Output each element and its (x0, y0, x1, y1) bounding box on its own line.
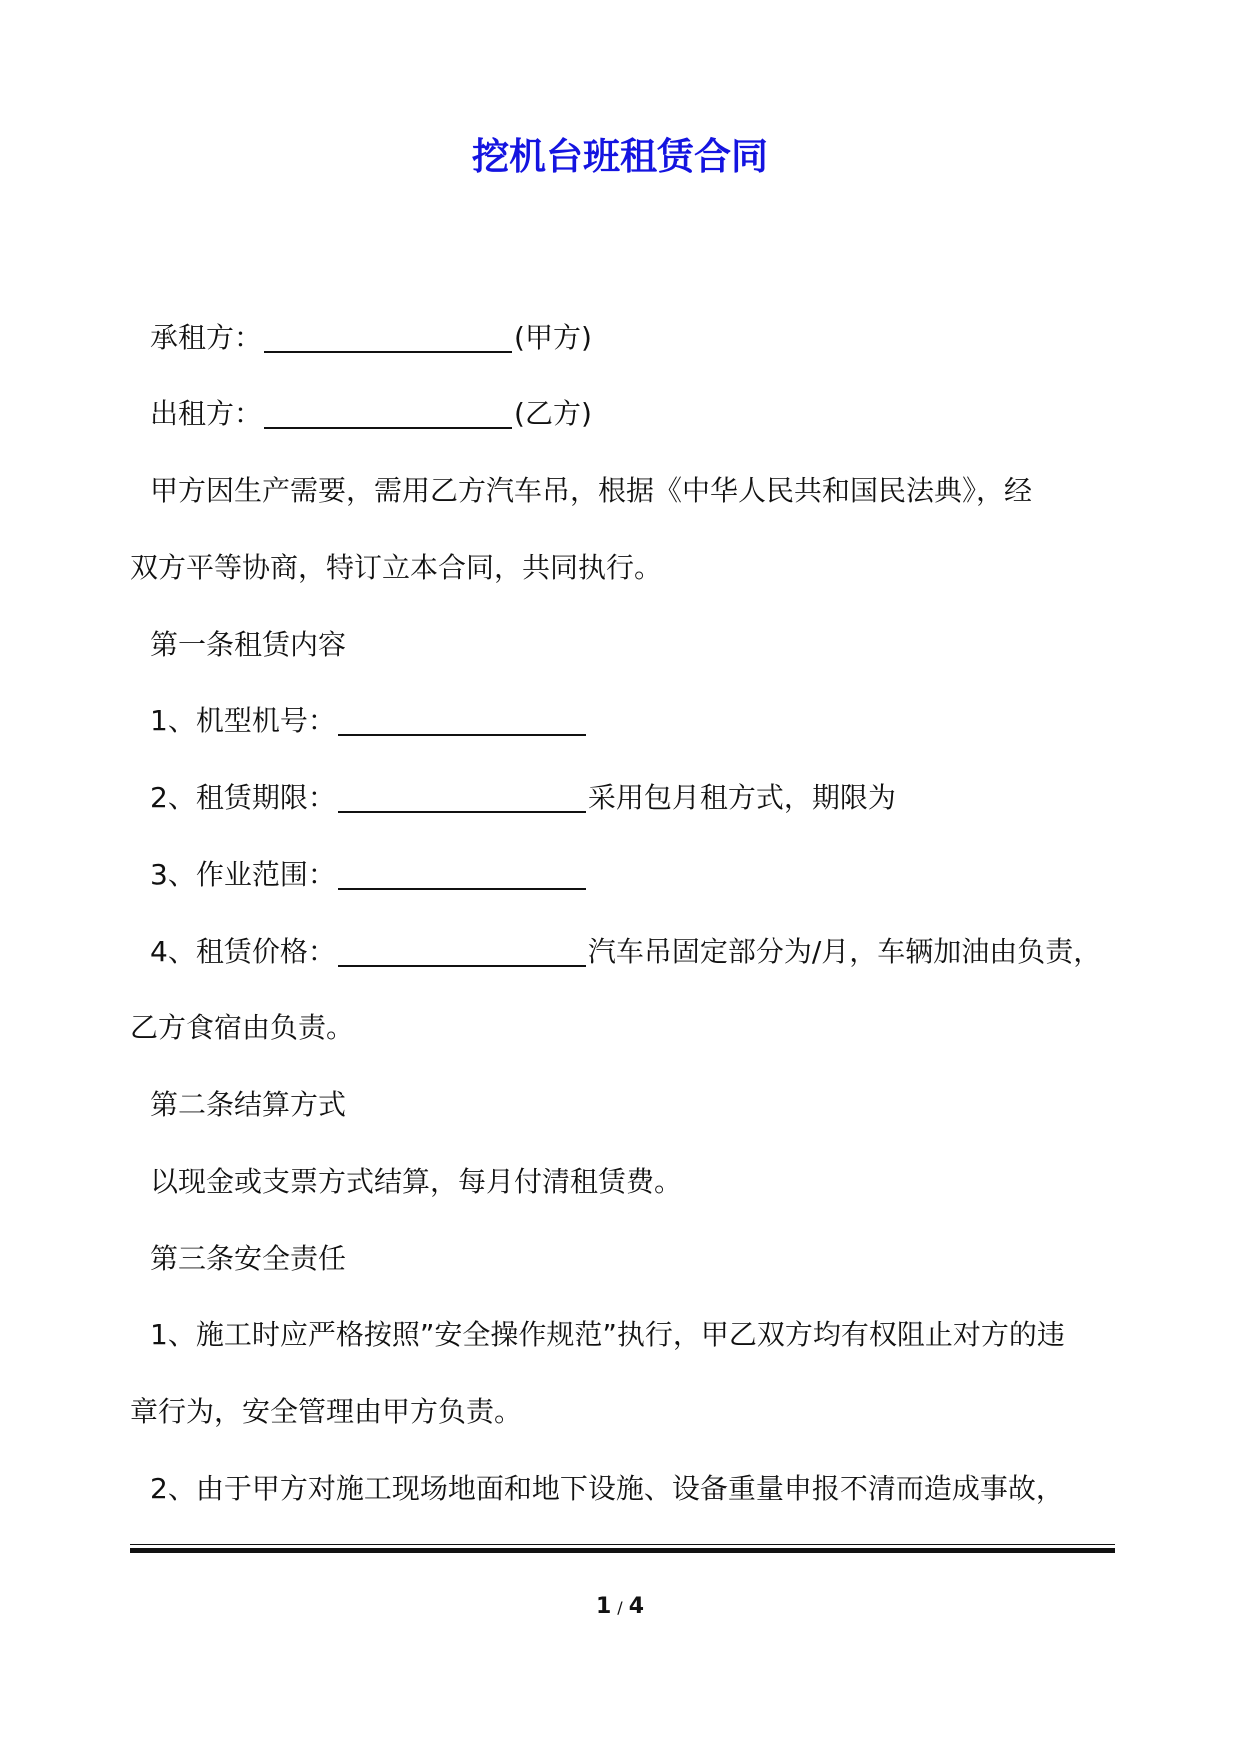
lessee-line (150, 320, 592, 356)
lessor-line (150, 396, 592, 432)
item2-blank (338, 781, 586, 813)
item4-line (150, 934, 1101, 970)
item1-blank (338, 704, 586, 736)
footer-rule-thick (130, 1548, 1115, 1553)
lessee-blank (264, 321, 512, 353)
article2-text: 以现金或支票方式结算，每月付清租赁费。 (150, 1165, 683, 1198)
page-separator: / (617, 1598, 623, 1617)
item1-label: 1、机型机号： (150, 704, 336, 737)
safety2-line-1: 2、由于甲方对施工现场地面和地下设施、设备重量申报不清而造成事故， (150, 1472, 1064, 1505)
item2-suffix: 采用包月租方式，期限为 (587, 781, 896, 814)
article2-heading: 第二条结算方式 (150, 1088, 347, 1121)
item1-line (150, 703, 588, 739)
item3-line (150, 857, 588, 893)
page-current: 1 (595, 1594, 612, 1619)
lessor-label: 出租方： (150, 397, 263, 430)
article1-heading: 第一条租赁内容 (150, 628, 347, 661)
lessee-label: 承租方： (150, 321, 263, 354)
lessor-blank (264, 397, 512, 429)
intro-line-2: 双方平等协商，特订立本合同，共同执行。 (130, 551, 663, 584)
item4-label: 4、租赁价格： (150, 935, 336, 968)
item4-blank (338, 935, 586, 967)
page-indicator (0, 1594, 1240, 1619)
page-total: 4 (628, 1594, 644, 1619)
item4-suffix: 汽车吊固定部分为/月，车辆加油由负责， (587, 935, 1102, 968)
item2-line (150, 780, 896, 816)
article3-heading: 第三条安全责任 (150, 1242, 347, 1275)
lessee-suffix: (甲方) (514, 321, 592, 354)
safety1-line-2: 章行为，安全管理由甲方负责。 (130, 1395, 523, 1428)
intro-line-1: 甲方因生产需要，需用乙方汽车吊，根据《中华人民共和国民法典》，经 (150, 474, 1033, 507)
safety1-line-1: 1、施工时应严格按照”安全操作规范”执行，甲乙双方均有权阻止对方的违 (150, 1318, 1065, 1351)
item4-line-2: 乙方食宿由负责。 (130, 1011, 355, 1044)
item3-label: 3、作业范围： (150, 858, 336, 891)
document-title: 挖机台班租赁合同 (472, 135, 768, 178)
footer-rule-thin (130, 1544, 1115, 1545)
lessor-suffix: (乙方) (514, 397, 592, 430)
item2-label: 2、租赁期限： (150, 781, 336, 814)
item3-blank (338, 858, 586, 890)
